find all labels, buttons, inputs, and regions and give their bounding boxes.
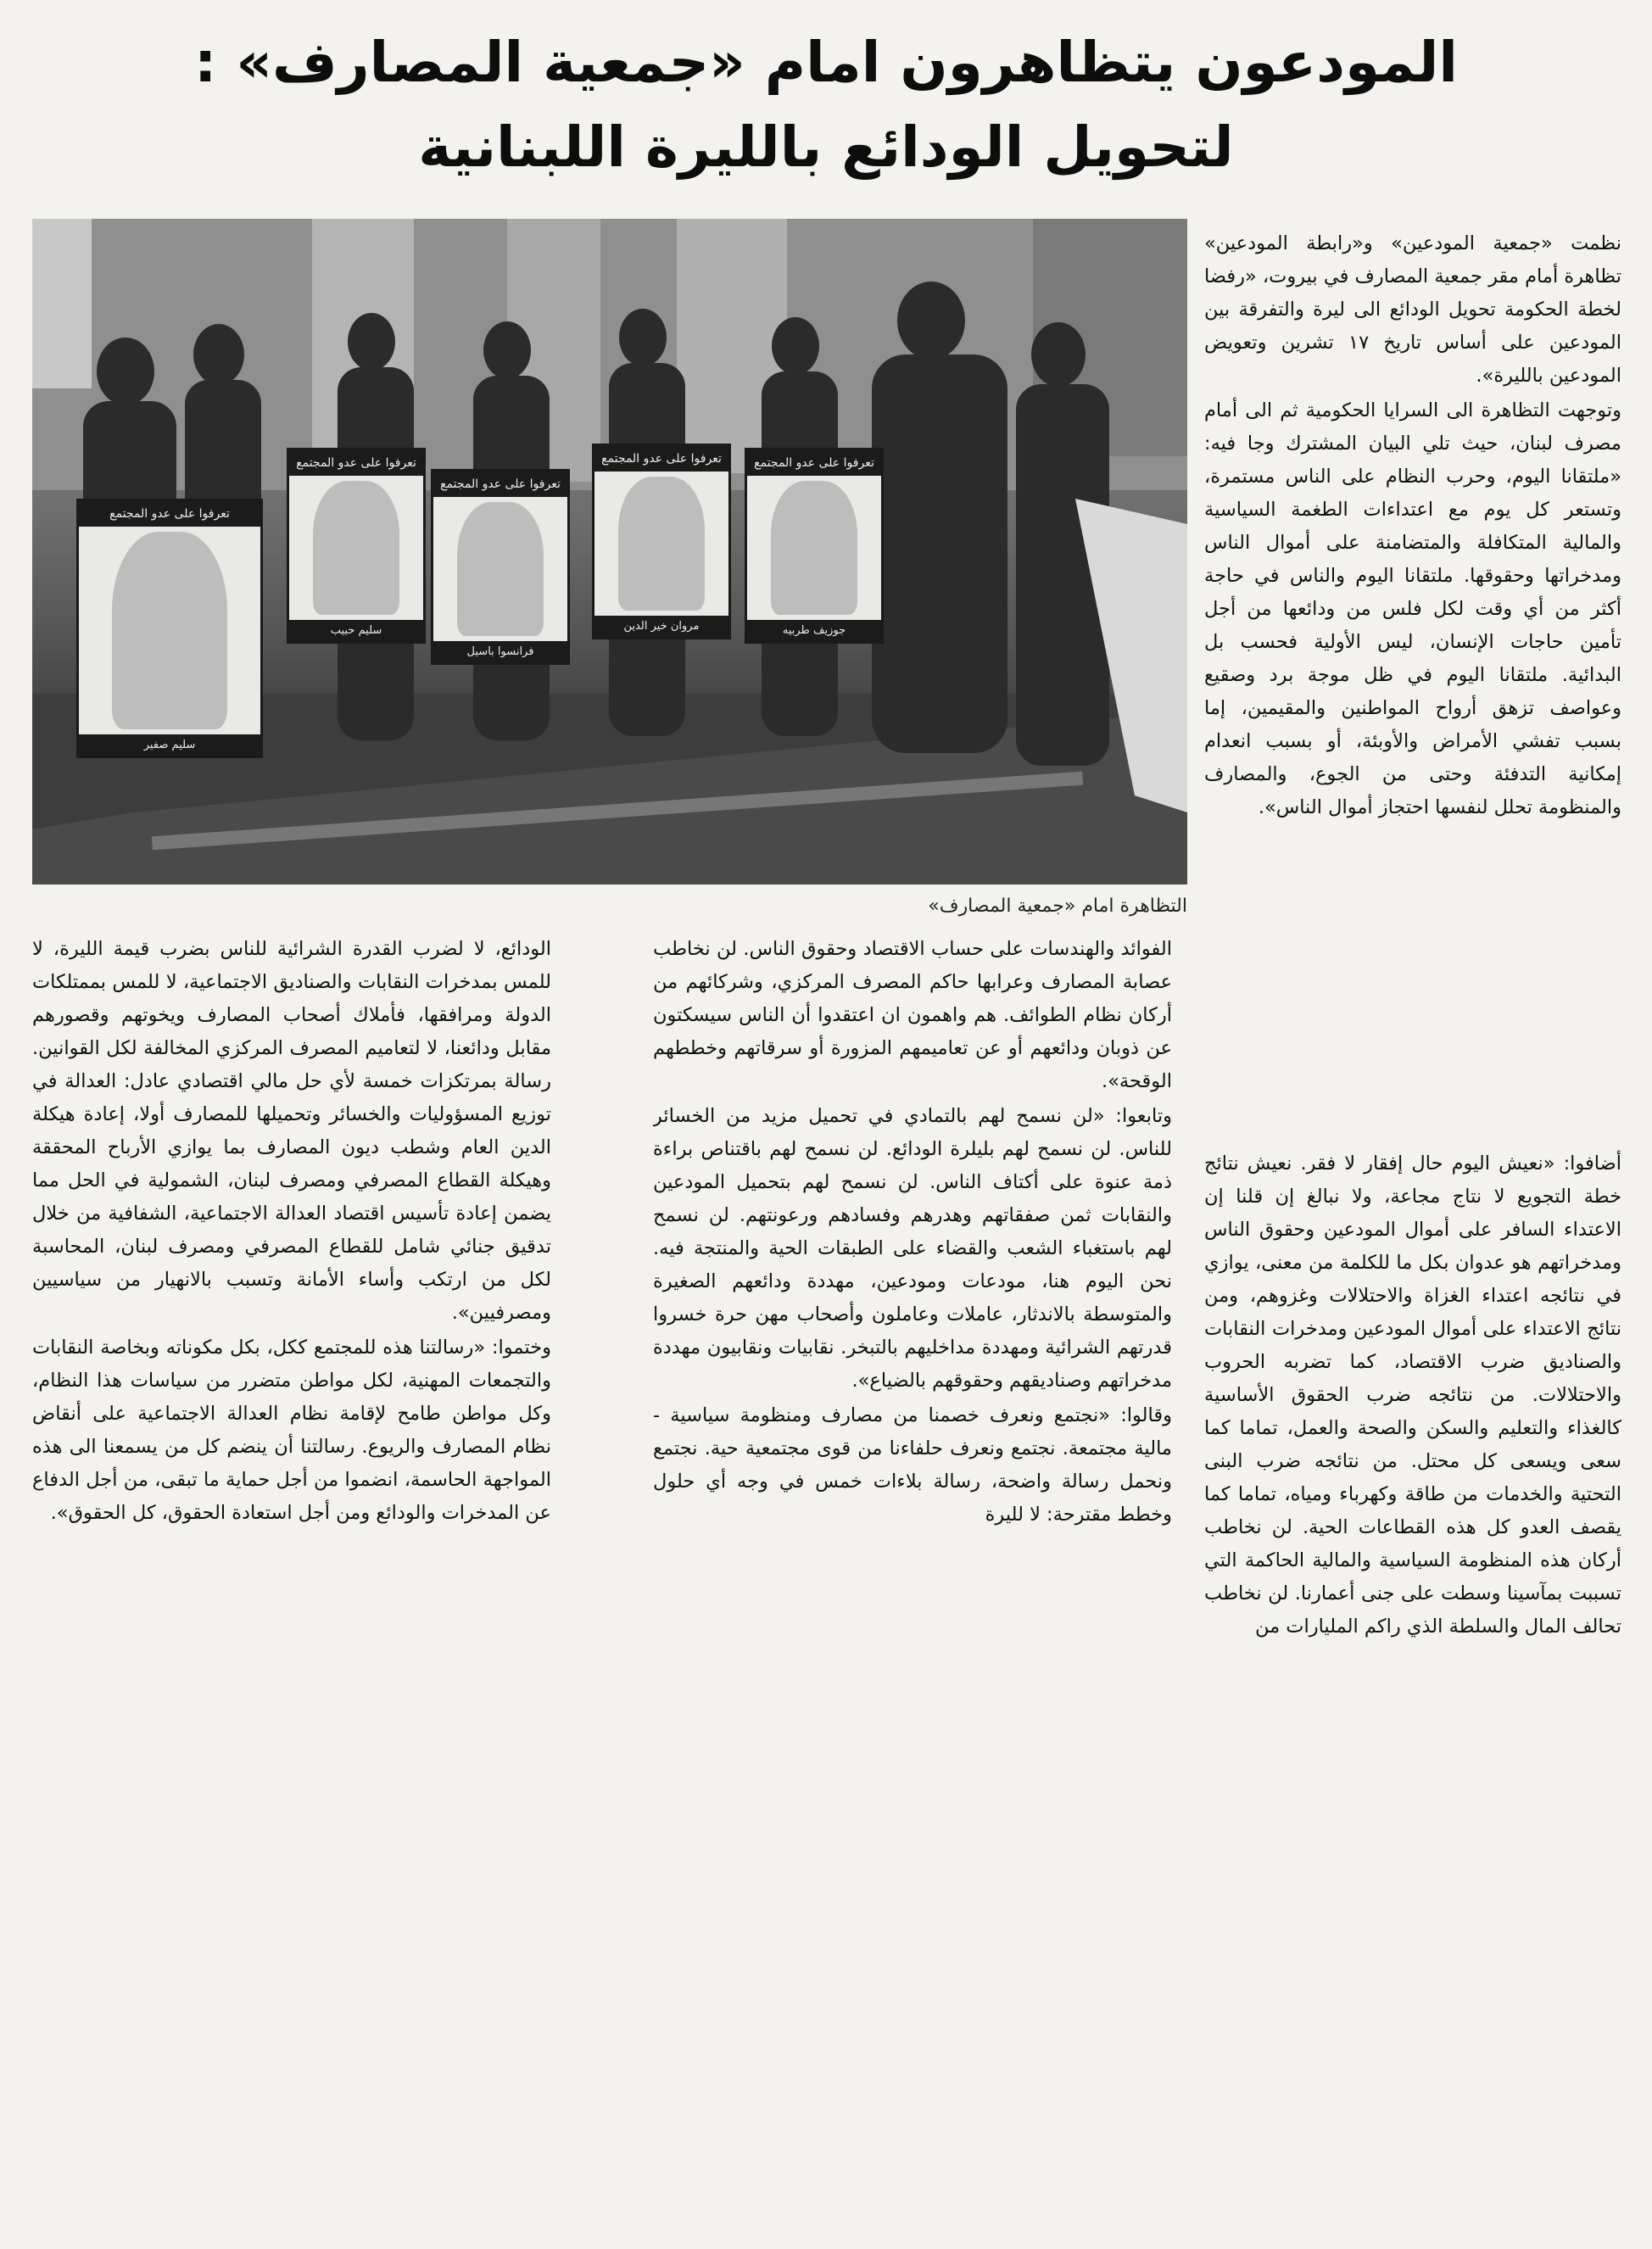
- protest-sign-2: [287, 448, 426, 644]
- sign-portrait: [313, 481, 399, 615]
- paragraph: وختموا: «رسالتنا هذه للمجتمع ككل، بكل مكوناته وبخاصة النقابات والتجمعات المهنية، لكل مواطن متضرر من سياسات هذا النظام، وكل مواطن طامح لإقامة نظام العدالة الاجتماعية على أنقاض نظام المصارف والريوع. رسالتنا أن ينضم كل من يسمعنا الى هذه المواجهة الحاسمة، انضموا من أجل حماية ما تبقى، من أجل الدفاع عن المدخرات والودائع ومن أجل استعادة الحقوق، كل الحقوق».: [32, 1337, 551, 1524]
- paragraph: نظمت «جمعية المودعين» و«رابطة المودعين» تظاهرة أمام مقر جمعية المصارف في بيروت، «رفضا لخطة الحكومة تحويل الودائع الى ليرة والتفرقة بين المودعين على أساس تاريخ ١٧ تشرين وتعويض المودعين بالليرة».: [1204, 232, 1621, 387]
- sign-header: تعرفوا على عدو المجتمع: [594, 446, 728, 472]
- sign-name: مروان خير الدين: [594, 616, 728, 637]
- headline-line-1: المودعون يتظاهرون امام «جمعية المصارف» :: [193, 30, 1459, 95]
- headline-line-2: لتحويل الودائع بالليرة اللبنانية: [418, 114, 1234, 180]
- column-middle: [653, 933, 1172, 2243]
- protest-sign-5: [745, 448, 884, 644]
- column-right-bottom: [1204, 1147, 1621, 2243]
- paragraph: وقالوا: «نجتمع ونعرف خصمنا من مصارف ومنظومة سياسية - مالية مجتمعة. نجتمع ونعرف حلفاءنا من قوى مجتمعية حية. نجتمع ونحمل رسالة واضحة، رسالة بلاءات خمس في وجه أي حلول وخطط مقترحة: لا لليرة: [653, 1404, 1172, 1526]
- protest-sign-4: [592, 444, 731, 639]
- protest-sign-1: [76, 499, 263, 758]
- sign-header: تعرفوا على عدو المجتمع: [79, 501, 260, 527]
- paragraph: وتابعوا: «لن نسمح لهم بالتمادي في تحميل مزيد من الخسائر للناس. لن نسمح لهم بليلرة الودائع. لن نسمح لهم باقتناص براءة ذمة عنوة على أكتاف الناس. لن نسمح لهم بتحميل المودعين والنقابات ثمن صفقاتهم وهدرهم وفسادهم ورعونتهم. لن نسمح لهم باستغباء الشعب والقضاء على الطبقات الحية والمنتجة فيه. نحن اليوم هنا، مودعات ومودعين، مهددة ودائعهم الصغيرة والمتوسطة بالاندثار، عاملات وعاملون وأصحاب مهن حرة خسروا قدرتهم الشرائية ومهددة مداخليهم بالتبخر. نقابيات ونقابيون مهددة مدخراتهم وصناديقهم وحقوقهم بالضياع».: [653, 1105, 1172, 1392]
- paragraph: الفوائد والهندسات على حساب الاقتصاد وحقوق الناس. لن نخاطب عصابة المصارف وعرابها حاكم المصرف المركزي، وشركائهم من أركان نظام الطوائف. هم واهمون ان اعتقدوا أن الناس سيسكتون عن ذوبان ودائعهم أو عن تعاميمهم المزورة أو سرقاتهم وخططهم الوقحة».: [653, 938, 1172, 1092]
- sign-header: تعرفوا على عدو المجتمع: [289, 450, 423, 476]
- sign-portrait: [771, 481, 857, 615]
- sign-header: تعرفوا على عدو المجتمع: [747, 450, 881, 476]
- paragraph: وتوجهت التظاهرة الى السرايا الحكومية ثم الى أمام مصرف لبنان، حيث تلي البيان المشترك وجا فيه: «ملتقانا اليوم، وحرب النظام على الناس مستمرة، وتستعر كل يوم مع اعتداءات الطغمة السياسية والمالية المتكافلة والمتضامنة على أموال الناس ومدخراتها وحقوقها. ملتقانا اليوم والناس في حاجة أكثر من أي وقت لكل فلس من ودائعها من أجل تأمين حاجات الإنسان، ليس الأولية فحسب بل البدائية. ملتقانا اليوم في ظل موجة برد وصقيع وعواصف تزهق أرواح المواطنين والمقيمين، إما بسبب تفشي الأمراض والأوبئة، أو بسبب انعدام إمكانية التدفئة وحتى من الجوع، والمصارف والمنظومة تحلل لنفسها احتجاز أموال الناس».: [1204, 399, 1621, 818]
- sign-portrait: [457, 502, 543, 636]
- sign-portrait: [112, 532, 228, 729]
- article-headline: [25, 20, 1627, 190]
- protest-sign-3: [431, 469, 570, 665]
- sign-name: سليم صفير: [79, 734, 260, 756]
- protest-photo: [32, 219, 1187, 885]
- sign-header: تعرفوا على عدو المجتمع: [433, 472, 567, 497]
- column-left: [32, 933, 551, 2243]
- column-right-top: [1204, 227, 1621, 1147]
- photo-caption: التظاهرة امام «جمعية المصارف»: [928, 896, 1187, 917]
- sign-name: فرانسوا باسيل: [433, 641, 567, 662]
- sign-portrait: [618, 477, 704, 611]
- paragraph: الودائع، لا لضرب القدرة الشرائية للناس بضرب قيمة الليرة، لا للمس بمدخرات النقابات والصناديق الاجتماعية، لا للمس بممتلكات الدولة ومرافقها، فأملاك أصحاب المصارف ويخوتهم وقصورهم مقابل ودائعنا، لا لتعاميم المصرف المركزي المخالفة لكل القوانين. رسالة بمرتكزات خمسة لأي حل مالي اقتصادي عادل: العدالة في توزيع المسؤوليات والخسائر وتحميلها للمصارف أولا، إعادة هيكلة الدين العام وشطب ديون المصارف بما يوازي الأرباح المحققة وهيكلة القطاع المصرفي ومصرف لبنان، الشمولية في الحل مما يضمن إعادة تأسيس اقتصاد العدالة الاجتماعية، الشفافية من خلال تدقيق جنائي شامل للقطاع المصرفي ومصرف لبنان، المحاسبة لكل من ارتكب وأساء الأمانة وتسبب بالانهيار من سياسيين ومصرفيين».: [32, 938, 551, 1324]
- sign-name: سليم حبيب: [289, 620, 423, 641]
- sign-name: جوزيف طربيه: [747, 620, 881, 641]
- paragraph: أضافوا: «نعيش اليوم حال إفقار لا فقر. نعيش نتائج خطة التجويع لا نتاج مجاعة، ولا نبالغ إن قلنا إن الاعتداء السافر على أموال المودعين وحقوق الناس ومدخراتهم هو عدوان بكل ما للكلمة من معنى، يوازي في نتائجه اعتداء الغزاة والاحتلالات وغزوهم، ومن نتائج الاعتداء على أموال المودعين ومدخرات النقابات والصناديق ضرب الاقتصاد، كما تضربه الحروب والاحتلالات. من نتائجه ضرب الحقوق الأساسية كالغذاء والتعليم والسكن والصحة والعمل، تماما كما سعى ويسعى كل محتل. من نتائجه ضرب البنى التحتية والخدمات من طاقة وكهرباء ومياه، تماما كما يقصف العدو كل هذه القطاعات الحية. لن نخاطب أركان هذه المنظومة السياسية والمالية الحاكمة التي تسببت بمآسينا وسطت على جنى أعمارنا. لن نخاطب تحالف المال والسلطة الذي راكم المليارات من: [1204, 1152, 1621, 1638]
